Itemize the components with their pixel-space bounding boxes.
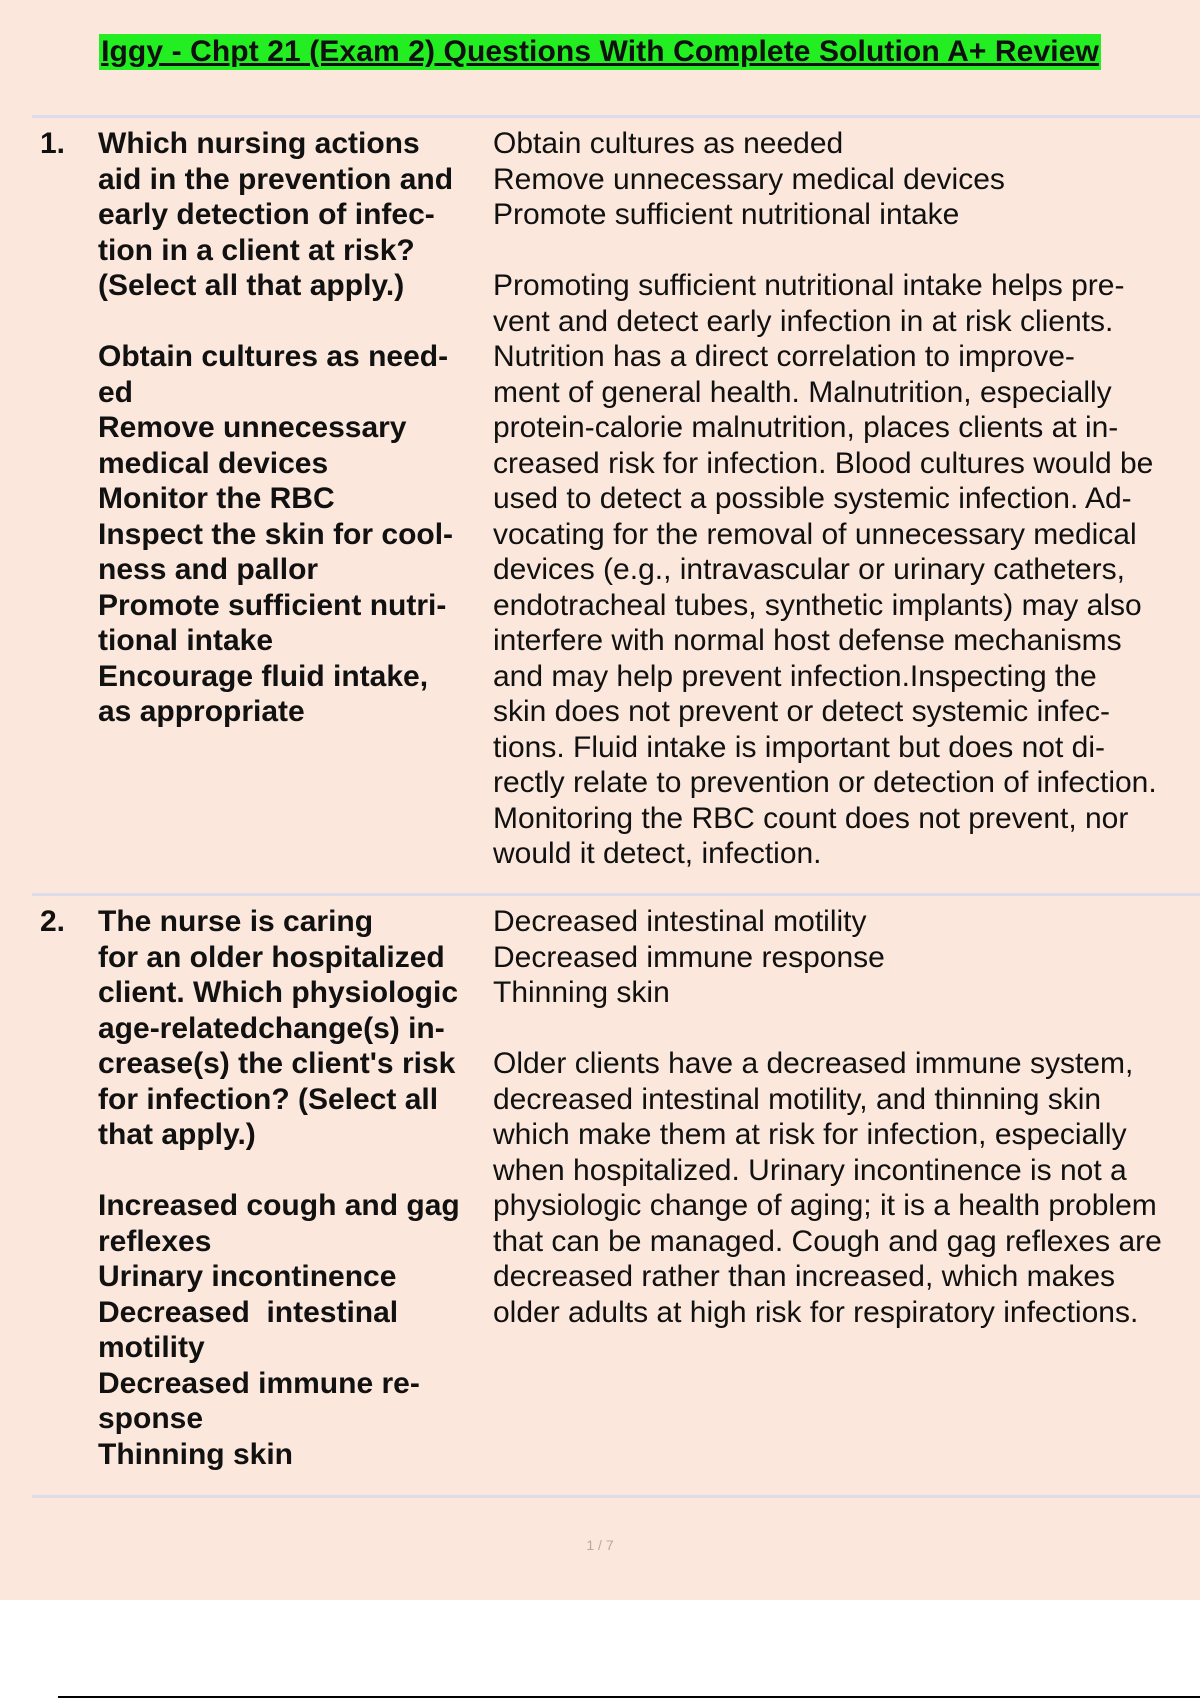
option-line: tional intake <box>98 624 274 657</box>
rationale-line: older adults at high risk for respiratory infections. <box>493 1295 1139 1329</box>
card-divider <box>32 1495 1200 1498</box>
question-text-line: crease(s) the client's risk <box>98 1047 456 1080</box>
option-line: Thinning skin <box>98 1437 293 1471</box>
card-divider <box>32 893 1200 896</box>
answer-line: Remove unnecessary medical devices <box>493 162 1005 196</box>
option-line: Obtain cultures as need- <box>98 340 449 373</box>
option-line: ness and pallor <box>98 553 319 586</box>
rationale-line: which make them at risk for infection, especially <box>493 1118 1127 1151</box>
rationale-line: endotracheal tubes, synthetic implants) may also <box>493 588 1142 622</box>
question-text-line: tion in a client at risk? <box>98 233 415 267</box>
question-text-line: for infection? (Select all <box>98 1082 439 1116</box>
question-text-line: age-relatedchange(s) in- <box>98 1011 445 1045</box>
rationale-line: protein-calorie malnutrition, places clients at in- <box>493 411 1119 444</box>
question-column <box>98 904 488 1472</box>
answer-column <box>493 904 1193 1330</box>
rationale-line: vocating for the removal of unnecessary medical <box>493 517 1137 551</box>
rationale-line: decreased intestinal motility, and thinning skin <box>493 1082 1102 1116</box>
answer-line: Decreased immune response <box>493 940 885 974</box>
question-number: 2. <box>40 905 66 938</box>
option-line: medical devices <box>98 446 329 480</box>
rationale-line: rectly relate to prevention or detection of infection. <box>493 766 1157 799</box>
rationale-line: tions. Fluid intake is important but does not di- <box>493 730 1105 764</box>
option-line: Promote sufficient nutri- <box>98 588 447 622</box>
option-line: Monitor the RBC <box>98 482 335 515</box>
answer-line: Promote sufficient nutritional intake <box>493 198 960 231</box>
option-line: Urinary incontinence <box>98 1260 397 1293</box>
rationale-line: decreased rather than increased, which makes <box>493 1260 1116 1293</box>
bottom-divider <box>58 1696 1200 1698</box>
rationale-line: and may help prevent infection.Inspecting the <box>493 659 1097 693</box>
rationale-line: ment of general health. Malnutrition, especially <box>493 375 1112 409</box>
question-column <box>98 126 488 730</box>
question-text-line: (Select all that apply.) <box>98 269 405 302</box>
question-number: 1. <box>40 127 66 160</box>
option-line: reflexes <box>98 1224 212 1258</box>
question-text-line: that apply.) <box>98 1118 256 1151</box>
option-line: Remove unnecessary <box>98 411 407 444</box>
option-line: Increased cough and gag <box>98 1189 460 1222</box>
rationale-line: Monitoring the RBC count does not prevent, nor <box>493 801 1129 835</box>
rationale-line: vent and detect early infection in at risk clients. <box>493 304 1114 338</box>
rationale-line: creased risk for infection. Blood cultures would be <box>493 446 1154 480</box>
answer-line: Thinning skin <box>493 976 670 1009</box>
rationale-line: Older clients have a decreased immune system, <box>493 1047 1134 1080</box>
question-text-line: for an older hospitalized <box>98 940 445 974</box>
question-text-line: The nurse is caring <box>98 905 374 938</box>
rationale-line: interfere with normal host defense mechanisms <box>493 624 1122 657</box>
option-line: Decreased intestinal <box>98 1295 399 1329</box>
question-text-line: early detection of infec- <box>98 198 435 231</box>
rationale-line: devices (e.g., intravascular or urinary catheters, <box>493 553 1125 586</box>
answer-column <box>493 126 1193 872</box>
rationale-line: Nutrition has a direct correlation to improve- <box>493 340 1075 373</box>
rationale-line: physiologic change of aging; it is a health problem <box>493 1189 1157 1222</box>
document-title: Iggy - Chpt 21 (Exam 2) Questions With Complete Solution A+ Review <box>101 35 1099 68</box>
question-text-line: client. Which physiologic <box>98 976 459 1009</box>
answer-line: Decreased intestinal motility <box>493 905 867 938</box>
rationale-line: used to detect a possible systemic infection. Ad- <box>493 482 1132 515</box>
option-line: as appropriate <box>98 695 305 728</box>
option-line: sponse <box>98 1402 204 1435</box>
rationale-line: skin does not prevent or detect systemic infec- <box>493 695 1110 728</box>
rationale-line: Promoting sufficient nutritional intake helps pre- <box>493 269 1125 302</box>
option-line: Encourage fluid intake, <box>98 659 429 693</box>
option-line: Decreased immune re- <box>98 1366 420 1400</box>
card-divider <box>32 115 1200 118</box>
option-line: Inspect the skin for cool- <box>98 517 454 551</box>
question-text-line: Which nursing actions <box>98 127 420 160</box>
rationale-line: that can be managed. Cough and gag reflexes are <box>493 1224 1162 1258</box>
title-bar <box>0 34 1200 70</box>
option-line: ed <box>98 375 134 409</box>
rationale-line: would it detect, infection. <box>493 837 822 870</box>
answer-line: Obtain cultures as needed <box>493 127 844 160</box>
page-indicator: 1 / 7 <box>586 1537 614 1553</box>
question-text-line: aid in the prevention and <box>98 162 454 196</box>
rationale-line: when hospitalized. Urinary incontinence is not a <box>493 1153 1127 1187</box>
option-line: motility <box>98 1331 205 1364</box>
